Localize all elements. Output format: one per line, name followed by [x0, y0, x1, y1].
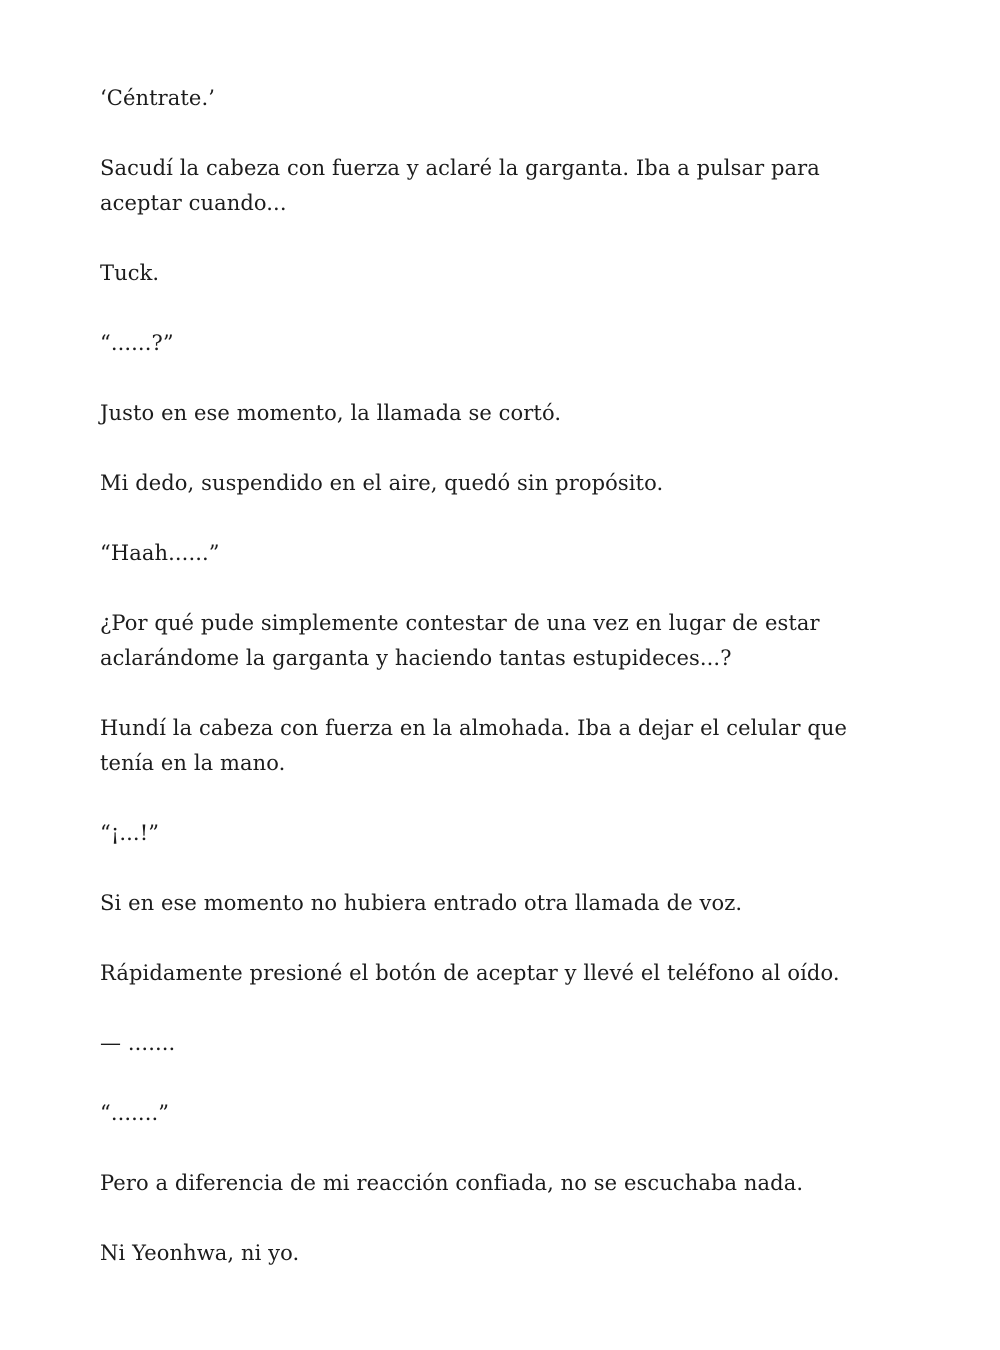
paragraph: Tuck.	[100, 261, 160, 285]
paragraph: “Haah......”	[100, 541, 220, 565]
paragraph: ‘Céntrate.’	[100, 86, 216, 110]
paragraph: “......?”	[100, 331, 174, 355]
paragraph: Ni Yeonhwa, ni yo.	[100, 1241, 300, 1265]
paragraph: ¿Por qué pude simplemente contestar de una vez en lugar de estar aclarándome la garganta y haciendo tantas estupideces...?	[100, 611, 820, 670]
paragraph: Si en ese momento no hubiera entrado otra llamada de voz.	[100, 891, 743, 915]
paragraph: — .......	[100, 1031, 176, 1055]
document-page	[100, 81, 900, 1306]
paragraph: Sacudí la cabeza con fuerza y aclaré la garganta. Iba a pulsar para aceptar cuando...	[100, 156, 820, 215]
paragraph: Rápidamente presioné el botón de aceptar y llevé el teléfono al oído.	[100, 961, 840, 985]
paragraph: Hundí la cabeza con fuerza en la almohada. Iba a dejar el celular que tenía en la mano.	[100, 716, 848, 775]
paragraph: Justo en ese momento, la llamada se cortó.	[100, 401, 562, 425]
paragraph: “.......”	[100, 1101, 170, 1125]
paragraph: Pero a diferencia de mi reacción confiada, no se escuchaba nada.	[100, 1171, 804, 1195]
paragraph: Mi dedo, suspendido en el aire, quedó sin propósito.	[100, 471, 664, 495]
paragraph: “¡...!”	[100, 821, 160, 845]
